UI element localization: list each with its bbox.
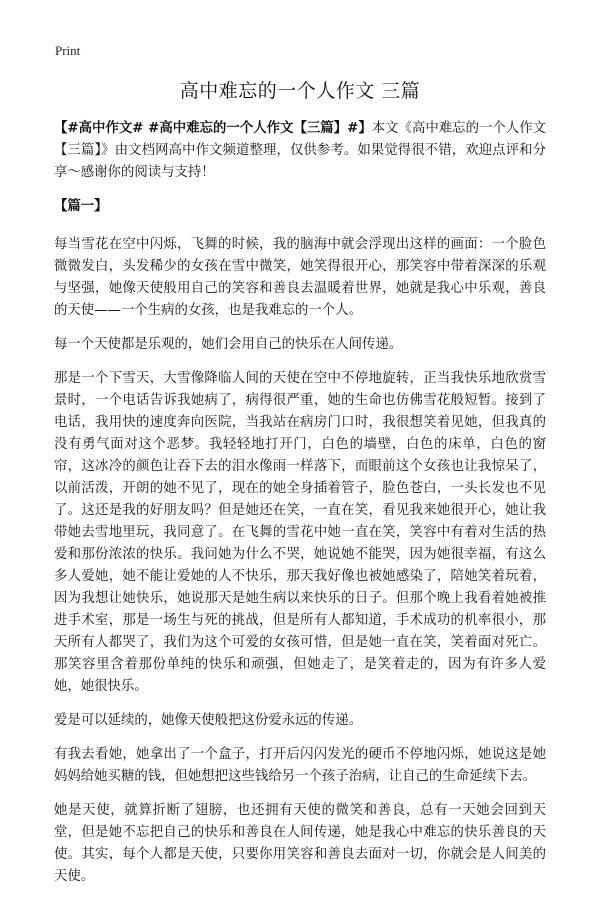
paragraph-1: 每当雪花在空中闪烁，飞舞的时候，我的脑海中就会浮现出这样的画面：一个脸色微微发白，头发稀少的女孩在雪中微笑，她笑得很开心，那笑容中带着深深的乐观与坚强，她像天使般用自己的笑容和善良去温暖着世界，她就是我心中乐观，善良的天使——一个生病的女孩，也是我难忘的一个人。 xyxy=(54,237,546,318)
article-body xyxy=(54,118,546,900)
intro-tags: 【#高中作文# #高中难忘的一个人作文【三篇】#】 xyxy=(54,121,372,136)
intro-paragraph xyxy=(54,118,546,184)
paragraph-6: 她是天使，就算折断了翅膀，也还拥有天使的微笑和善良，总有一天她会回到天堂，但是她不忘把自己的快乐和善良在人间传递，她是我心中难忘的快乐善良的天使。其实，每个人都是天使，只要你用笑容和善良去面对一切，你就会是人间美的天使。 xyxy=(54,803,546,884)
paragraph-5: 有我去看她，她拿出了一个盒子，打开后闪闪发光的硬币不停地闪烁，她说这是她妈妈给她买糖的钱，但她想把这些钱给另一个孩子治病，让自己的生命延续下去。 xyxy=(54,747,546,784)
paragraph-3: 那是一个下雪天，大雪像降临人间的天使在空中不停地旋转，正当我快乐地欣赏雪景时，一个电话告诉我她病了，病得很严重，她的生命也仿佛雪花般短暂。接到了电话，我用快的速度奔向医院，当我站在病房门口时，我很想笑着见她，但我真的没有勇气面对这个恶梦。我轻轻地打开门，白色的墙壁，白色的床单，白色的窗帘，这冰冷的颜色让吞下去的泪水像雨一样落下，而眼前这个女孩也让我惊呆了，以前活泼，开朗的她不见了，现在的她全身插着管子，脸色苍白，一头长发也不见了。这还是我的好朋友吗？但是她还在笑，一直在笑，看见我来她很开心，她让我带她去雪地里玩，我同意了。在飞舞的雪花中她一直在笑，笑容中有着对生活的热爱和那份浓浓的快乐。我问她为什么不哭，她说她不能哭，因为她很幸福，有这么多人爱她，她不能让爱她的人不快乐，那天我好像也被她感染了，陪她笑着玩着，因为我想让她快乐，她说那天是她生病以来快乐的日子。但那个晚上我看着她被推进手术室，那是一场生与死的挑战，但是所有人都知道，手术成功的机率很小，那天所有人都哭了，我们为这个可爱的女孩可惜，但是她一直在笑，笑着面对死亡。那笑容里含着那份单纯的快乐和顽强，但她走了，是笑着走的，因为有许多人爱她，她很快乐。 xyxy=(54,371,546,694)
section-heading: 【篇一】 xyxy=(54,199,108,214)
intro-text: 本文《高中难忘的一个人作文【三篇】》由文档网高中作文频道整理，仅供参考。如果觉得很不错，欢迎点评和分享～感谢你的阅读与支持！ xyxy=(54,121,546,180)
paragraph-2: 每一个天使都是乐观的，她们会用自己的快乐在人间传递。 xyxy=(54,337,403,352)
paragraph-4: 爱是可以延续的，她像天使般把这份爱永远的传递。 xyxy=(54,713,362,728)
page-title: 高中难忘的一个人作文 三篇 xyxy=(179,80,421,102)
print-label: Print xyxy=(55,43,81,58)
